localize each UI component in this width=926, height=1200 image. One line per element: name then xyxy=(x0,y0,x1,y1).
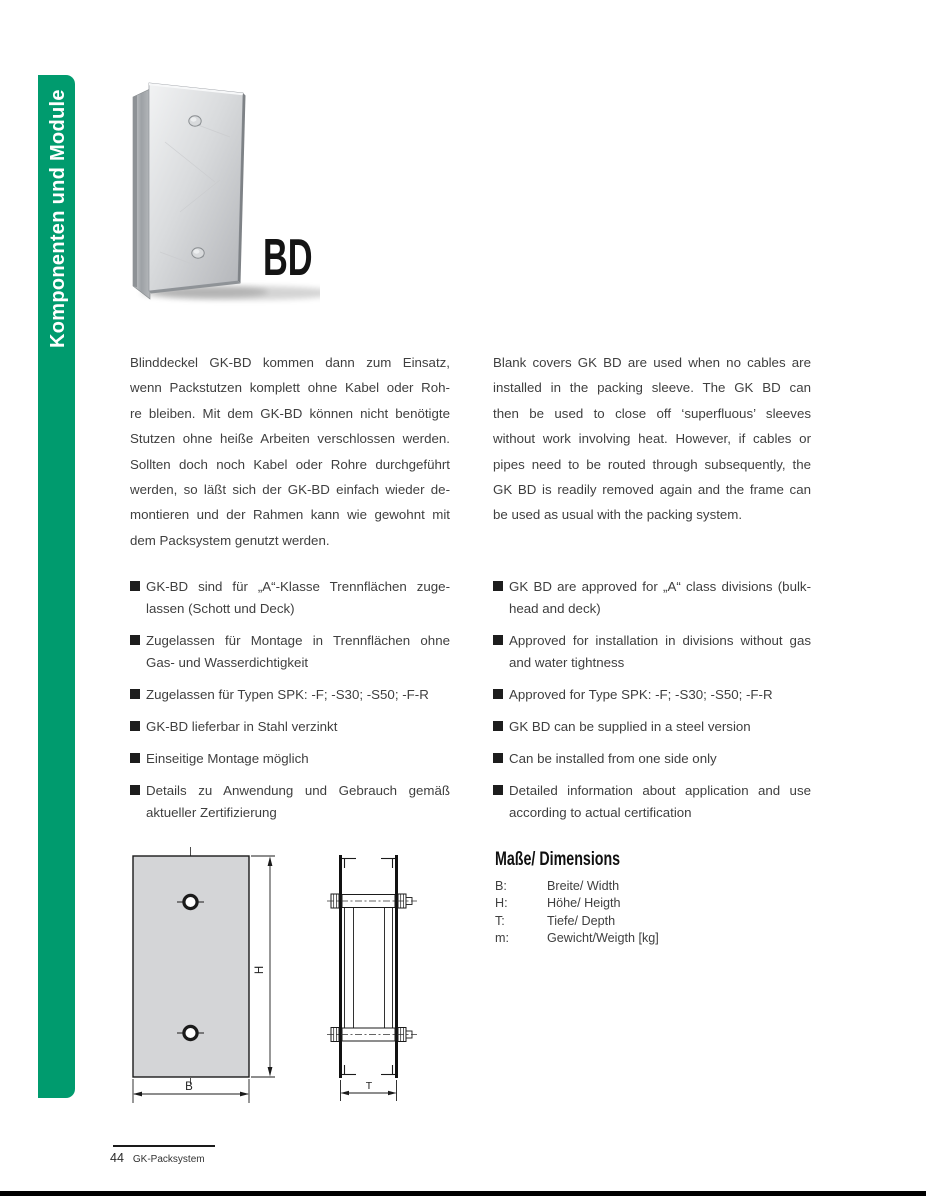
legend-key: H: xyxy=(495,896,508,911)
bottom-rule xyxy=(0,1191,926,1196)
legend-row xyxy=(495,930,659,947)
text-line: GK BD are approved for „A“ class divisions (bulk- xyxy=(509,579,811,594)
text-line: without work involving heat. However, if cables or xyxy=(493,431,811,447)
text-line: Blinddeckel GK-BD kommen dann zum Einsatz, xyxy=(130,355,450,370)
legend-row xyxy=(495,878,659,895)
text-line: Approved for installation in divisions without gas xyxy=(509,633,811,648)
legend-key: B: xyxy=(495,879,507,893)
footer xyxy=(110,1151,205,1165)
text-line: pipes need to be routed through subsequently, the xyxy=(493,456,811,472)
product-code-title: BD xyxy=(263,229,313,287)
text-line: head and deck) xyxy=(509,601,601,616)
footer-divider xyxy=(113,1145,215,1147)
feature-item xyxy=(493,780,811,824)
bullet-square-icon xyxy=(130,635,140,645)
feature-item xyxy=(493,576,811,620)
text-line: GK BD can be supplied in a steel version xyxy=(509,719,751,734)
feature-item xyxy=(130,748,450,770)
feature-list-en xyxy=(493,576,811,834)
intro-paragraph-en xyxy=(493,350,811,528)
legend-value: Gewicht/Weigth [kg] xyxy=(547,931,659,946)
bullet-square-icon xyxy=(493,753,503,763)
bullet-square-icon xyxy=(130,581,140,591)
legend-key: T: xyxy=(495,913,505,928)
width-dimension-label: B xyxy=(185,1081,193,1093)
page-number: 44 xyxy=(110,1151,124,1165)
bullet-square-icon xyxy=(493,689,503,699)
height-dimension-label: H xyxy=(254,965,266,975)
legend-value: Breite/ Width xyxy=(547,879,620,893)
feature-item xyxy=(493,684,811,706)
depth-dimension-label: T xyxy=(365,1080,373,1092)
bullet-square-icon xyxy=(493,635,503,645)
bullet-square-icon xyxy=(493,581,503,591)
legend-key: m: xyxy=(495,931,509,946)
legend-value: Tiefe/ Depth xyxy=(547,913,616,928)
text-line: GK-BD sind für „A“-Klasse Trennflächen zuge- xyxy=(146,579,450,594)
text-line: werden, so läßt sich der GK-BD einfach wieder de- xyxy=(130,482,450,498)
intro-paragraph-de xyxy=(130,350,450,553)
text-line: be used as usual with the packing system. xyxy=(493,507,743,523)
feature-item xyxy=(130,780,450,824)
text-line: GK-BD lieferbar in Stahl verzinkt xyxy=(146,719,338,734)
text-line: lassen (Schott und Deck) xyxy=(146,601,295,616)
text-line: wenn Packstutzen komplett ohne Kabel oder Roh- xyxy=(130,380,450,396)
legend-row xyxy=(495,913,659,930)
text-line: Approved for Type SPK: -F; -S30; -S50; -F-R xyxy=(509,687,773,702)
feature-item xyxy=(130,716,450,738)
text-line: according to actual certification xyxy=(509,805,692,820)
footer-label: GK-Packsystem xyxy=(132,1154,205,1165)
text-line: re bleiben. Mit dem GK-BD können nicht benötigte xyxy=(130,405,450,421)
feature-item xyxy=(493,630,811,674)
feature-item xyxy=(493,748,811,770)
text-line: aktueller Zertifizierung xyxy=(146,805,277,820)
bullet-square-icon xyxy=(493,721,503,731)
legend-value: Höhe/ Heigth xyxy=(547,896,621,911)
text-line: and water tightness xyxy=(509,655,625,670)
dimensions-heading: Maße/ Dimensions xyxy=(495,849,621,870)
bullet-square-icon xyxy=(130,721,140,731)
text-line: Detailed information about application and use xyxy=(509,783,811,798)
feature-list-de xyxy=(130,576,450,834)
text-line: dem Packsystem genutzt werden. xyxy=(130,532,330,548)
feature-item xyxy=(130,576,450,620)
text-line: Gas- und Wasserdichtigkeit xyxy=(146,655,309,670)
text-line: Blank covers GK BD are used when no cables are xyxy=(493,355,811,370)
sidebar-label: Komponenten und Module xyxy=(47,89,69,348)
feature-item xyxy=(493,716,811,738)
text-line: Can be installed from one side only xyxy=(509,751,717,766)
text-line: Stutzen ohne heiße Arbeiten verschlossen werden. xyxy=(130,431,450,447)
text-line: Sollten doch noch Kabel oder Rohre durchgeführt xyxy=(130,456,450,472)
text-line: then be used to close off ‘superfluous’ sleeves xyxy=(493,405,811,421)
feature-item xyxy=(130,630,450,674)
dimensions-legend xyxy=(495,878,659,948)
text-line: installed in the packing sleeve. The GK BD can xyxy=(493,380,811,396)
text-line: Details zu Anwendung und Gebrauch gemäß xyxy=(146,783,450,798)
front-view-drawing xyxy=(115,843,287,1105)
feature-item xyxy=(130,684,450,706)
bullet-square-icon xyxy=(130,753,140,763)
text-line: Zugelassen für Typen SPK: -F; -S30; -S50; -F-R xyxy=(146,687,429,702)
text-line: Zugelassen für Montage in Trennflächen ohne xyxy=(146,633,450,648)
text-line: GK BD is readily removed again and the frame can xyxy=(493,482,811,498)
bullet-square-icon xyxy=(493,785,503,795)
text-line: montieren und der Rahmen kann wie gewohnt mit xyxy=(130,507,450,523)
legend-row xyxy=(495,895,659,912)
bullet-square-icon xyxy=(130,785,140,795)
text-line: Einseitige Montage möglich xyxy=(146,751,309,766)
side-view-drawing xyxy=(325,843,422,1105)
bullet-square-icon xyxy=(130,689,140,699)
